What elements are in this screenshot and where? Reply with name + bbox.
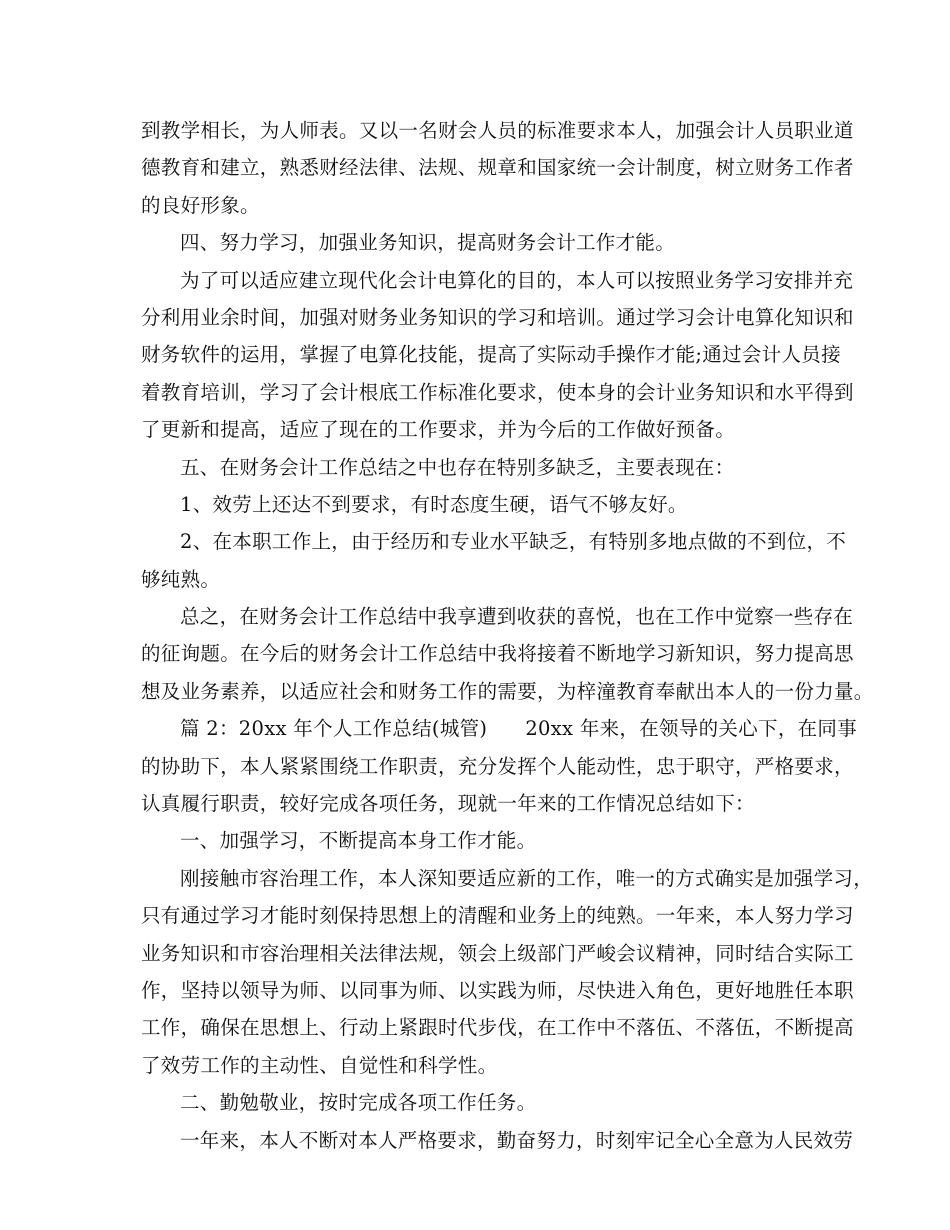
text-line-content: 的征询题。在今后的财务会计工作总结中我将接着不断地学习新知识，努力提高思	[141, 642, 854, 666]
text-line	[141, 748, 854, 785]
text-line-content: 的协助下，本人紧紧围绕工作职责，充分发挥个人能动性，忠于职守，严格要求，	[141, 754, 854, 778]
text-line	[141, 411, 831, 448]
text-line-content: 德教育和建立，熟悉财经法律、法规、规章和国家统一会计制度，树立财务工作者	[141, 156, 854, 180]
text-line	[141, 1084, 831, 1121]
text-line-content: 为了可以适应建立现代化会计电算化的目的，本人可以按照业务学习安排并充	[180, 268, 854, 292]
text-line-content: 业务知识和市容治理相关法律法规，领会上级部门严峻会议精神，同时结合实际工	[141, 941, 854, 965]
text-line-content: 分利用业余时间，加强对财务业务知识的学习和培训。通过学习会计电算化知识和	[141, 305, 854, 329]
text-line	[141, 935, 854, 972]
text-line	[141, 785, 831, 822]
text-line-content: 2、在本职工作上，由于经历和专业水平缺乏，有特别多地点做的不到位，不	[180, 530, 847, 554]
document-body	[141, 112, 874, 1159]
text-line	[141, 897, 854, 934]
text-line-content: 的良好形象。	[141, 193, 260, 217]
text-line	[141, 710, 858, 747]
text-line	[141, 1047, 831, 1084]
text-line-content: 作，坚持以领导为师、以同事为师、以实践为师，尽快进入角色，更好地胜任本职	[141, 978, 854, 1002]
text-line	[141, 635, 854, 672]
text-line-content: 五、在财务会计工作总结之中也存在特别多缺乏，主要表现在：	[180, 455, 735, 479]
text-line	[141, 860, 874, 897]
text-line-content: 了更新和提高，适应了现在的工作要求，并为今后的工作做好预备。	[141, 418, 736, 442]
text-line-content: 了效劳工作的主动性、自觉性和科学性。	[141, 1053, 498, 1077]
text-line	[141, 972, 854, 1009]
text-line-content: 篇 2：20xx 年个人工作总结(城管)	[180, 717, 488, 741]
text-line-content: 刚接触市容治理工作，本人深知要适应新的工作，唯一的方式确实是加强学习，	[180, 866, 874, 890]
text-line-content: 着教育培训，学习了会计根底工作标准化要求，使本身的会计业务知识和水平得到	[141, 380, 854, 404]
text-line-content: 只有通过学习才能时刻保持思想上的清醒和业务上的纯熟。一年来，本人努力学习	[141, 904, 854, 928]
text-line	[141, 187, 831, 224]
text-line-content: 想及业务素养，以适应社会和财务工作的需要，为梓潼教育奉献出本人的一份力量。	[141, 679, 874, 703]
text-line-content: 1、效劳上还达不到要求，有时态度生硬，语气不够友好。	[180, 492, 688, 516]
text-line	[141, 262, 854, 299]
text-line-content: 财务软件的运用，掌握了电算化技能，提高了实际动手操作才能;通过会计人员接	[141, 343, 841, 367]
text-line	[141, 598, 854, 635]
text-line-content: 四、努力学习，加强业务知识，提高财务会计工作才能。	[180, 231, 676, 255]
text-line-content: 工作，确保在思想上、行动上紧跟时代步伐，在工作中不落伍、不落伍，不断提高	[141, 1016, 854, 1040]
text-line-content: 一年来，本人不断对本人严格要求，勤奋努力，时刻牢记全心全意为人民效劳	[180, 1128, 854, 1152]
text-line-content: 总之，在财务会计工作总结中我享遭到收获的喜悦，也在工作中觉察一些存在	[180, 605, 854, 629]
text-line	[141, 561, 831, 598]
text-line	[141, 224, 831, 261]
text-line-tail: 20xx 年来，在领导的关心下，在同事	[525, 717, 858, 741]
text-line	[141, 374, 854, 411]
text-line	[141, 112, 854, 149]
text-line	[141, 1009, 854, 1046]
text-line	[141, 149, 854, 186]
text-line	[141, 1122, 854, 1159]
text-line	[141, 822, 831, 859]
text-line	[141, 299, 854, 336]
text-line-content: 认真履行职责，较好完成各项任务，现就一年来的工作情况总结如下：	[141, 792, 755, 816]
text-line-content: 二、勤勉敬业，按时完成各项工作任务。	[180, 1091, 537, 1115]
text-line	[141, 336, 841, 373]
text-line	[141, 523, 847, 560]
text-line-content: 到教学相长，为人师表。又以一名财会人员的标准要求本人，加强会计人员职业道	[141, 119, 854, 142]
text-line	[141, 449, 831, 486]
text-line-content: 一、加强学习，不断提高本身工作才能。	[180, 829, 537, 853]
text-line	[141, 673, 874, 710]
text-line-content: 够纯熟。	[141, 567, 221, 591]
text-line	[141, 486, 831, 523]
